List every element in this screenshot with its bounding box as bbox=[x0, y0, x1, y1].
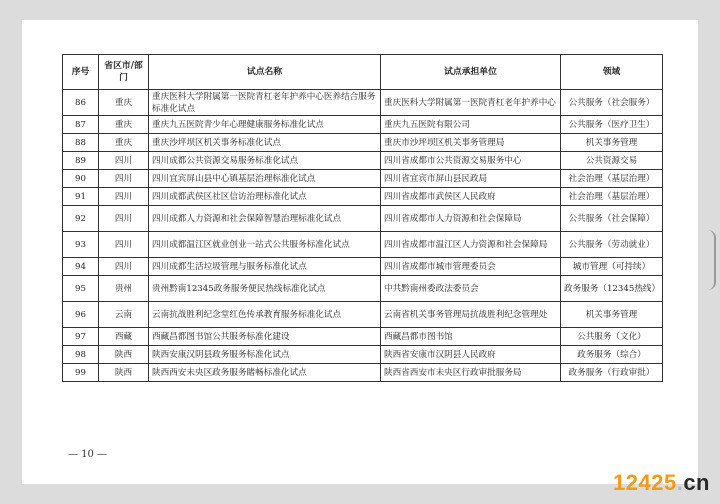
row-region: 重庆 bbox=[99, 116, 149, 134]
row-number: 89 bbox=[63, 152, 99, 170]
table-row bbox=[63, 328, 663, 346]
row-pilot-name: 四川成都人力资源和社会保障智慧治理标准化试点 bbox=[149, 206, 381, 232]
row-pilot-name: 四川成都生活垃圾管理与服务标准化试点 bbox=[149, 258, 381, 276]
table-row bbox=[63, 206, 663, 232]
row-unit: 四川省成都市公共资源交易服务中心 bbox=[381, 152, 561, 170]
row-field: 政务服务（12345热线） bbox=[561, 276, 663, 302]
row-number: 86 bbox=[63, 90, 99, 116]
row-field: 政务服务（行政审批） bbox=[561, 364, 663, 382]
row-region: 云南 bbox=[99, 302, 149, 328]
row-field: 公共服务（社会保障） bbox=[561, 206, 663, 232]
row-pilot-name: 四川成都温江区就业创业一站式公共服务标准化试点 bbox=[149, 232, 381, 258]
row-unit: 四川省宜宾市屏山县民政局 bbox=[381, 170, 561, 188]
row-pilot-name: 贵州黔南12345政务服务便民热线标准化试点 bbox=[149, 276, 381, 302]
row-region: 四川 bbox=[99, 232, 149, 258]
table-row bbox=[63, 170, 663, 188]
row-number: 87 bbox=[63, 116, 99, 134]
row-region: 四川 bbox=[99, 152, 149, 170]
pilot-list-table bbox=[62, 54, 663, 382]
row-field: 公共服务（医疗卫生） bbox=[561, 116, 663, 134]
row-field: 公共资源交易 bbox=[561, 152, 663, 170]
table-row bbox=[63, 116, 663, 134]
row-unit: 重庆九五医院有限公司 bbox=[381, 116, 561, 134]
row-number: 91 bbox=[63, 188, 99, 206]
row-region: 四川 bbox=[99, 170, 149, 188]
watermark-logo bbox=[613, 470, 710, 496]
row-number: 98 bbox=[63, 346, 99, 364]
row-field: 政务服务（综合） bbox=[561, 346, 663, 364]
row-unit: 四川省成都市武侯区人民政府 bbox=[381, 188, 561, 206]
table-row bbox=[63, 152, 663, 170]
header-pilot-name: 试点名称 bbox=[149, 55, 381, 90]
table-row bbox=[63, 276, 663, 302]
row-region: 陕西 bbox=[99, 346, 149, 364]
row-region: 西藏 bbox=[99, 328, 149, 346]
row-unit: 陕西省西安市未央区行政审批服务局 bbox=[381, 364, 561, 382]
table-row bbox=[63, 258, 663, 276]
row-field: 公共服务（劳动就业） bbox=[561, 232, 663, 258]
table-row bbox=[63, 134, 663, 152]
row-number: 95 bbox=[63, 276, 99, 302]
row-field: 社会治理（基层治理） bbox=[561, 188, 663, 206]
row-field: 社会治理（基层治理） bbox=[561, 170, 663, 188]
row-number: 88 bbox=[63, 134, 99, 152]
row-field: 城市管理（可持续） bbox=[561, 258, 663, 276]
row-pilot-name: 重庆九五医院青少年心理健康服务标准化试点 bbox=[149, 116, 381, 134]
row-number: 93 bbox=[63, 232, 99, 258]
row-field: 公共服务（社会服务） bbox=[561, 90, 663, 116]
row-region: 四川 bbox=[99, 206, 149, 232]
header-region: 省区市/部门 bbox=[99, 55, 149, 90]
row-pilot-name: 陕西安康汉阴县政务服务标准化试点 bbox=[149, 346, 381, 364]
row-pilot-name: 重庆医科大学附属第一医院青杠老年护养中心医养结合服务标准化试点 bbox=[149, 90, 381, 116]
row-pilot-name: 西藏昌都图书馆公共服务标准化建设 bbox=[149, 328, 381, 346]
header-number: 序号 bbox=[63, 55, 99, 90]
row-region: 重庆 bbox=[99, 90, 149, 116]
row-region: 四川 bbox=[99, 188, 149, 206]
row-unit: 四川省成都市人力资源和社会保障局 bbox=[381, 206, 561, 232]
row-unit: 云南省机关事务管理局抗战胜利纪念管理处 bbox=[381, 302, 561, 328]
row-number: 96 bbox=[63, 302, 99, 328]
table-row bbox=[63, 232, 663, 258]
row-unit: 陕西省安康市汉阴县人民政府 bbox=[381, 346, 561, 364]
row-number: 97 bbox=[63, 328, 99, 346]
row-region: 贵州 bbox=[99, 276, 149, 302]
row-pilot-name: 云南抗战胜利纪念堂红色传承教育服务标准化试点 bbox=[149, 302, 381, 328]
row-number: 92 bbox=[63, 206, 99, 232]
table-row bbox=[63, 90, 663, 116]
row-unit: 四川省成都市城市管理委员会 bbox=[381, 258, 561, 276]
row-pilot-name: 四川成都公共资源交易服务标准化试点 bbox=[149, 152, 381, 170]
row-field: 公共服务（文化） bbox=[561, 328, 663, 346]
table-row bbox=[63, 364, 663, 382]
table-row bbox=[63, 188, 663, 206]
row-unit: 中共黔南州委政法委员会 bbox=[381, 276, 561, 302]
watermark-main: 12425 bbox=[613, 470, 677, 495]
row-unit: 西藏昌都市图书馆 bbox=[381, 328, 561, 346]
row-number: 99 bbox=[63, 364, 99, 382]
header-unit: 试点承担单位 bbox=[381, 55, 561, 90]
row-field: 机关事务管理 bbox=[561, 302, 663, 328]
document-page bbox=[22, 20, 698, 484]
header-field: 领域 bbox=[561, 55, 663, 90]
row-pilot-name: 陕西西安未央区政务服务睹畅标准化试点 bbox=[149, 364, 381, 382]
table-row bbox=[63, 302, 663, 328]
table-row bbox=[63, 346, 663, 364]
table-body bbox=[63, 90, 663, 382]
row-pilot-name: 四川宜宾屏山县中心镇基层治理标准化试点 bbox=[149, 170, 381, 188]
row-field: 机关事务管理 bbox=[561, 134, 663, 152]
row-unit: 重庆市沙坪坝区机关事务管理局 bbox=[381, 134, 561, 152]
row-unit: 四川省成都市温江区人力资源和社会保障局 bbox=[381, 232, 561, 258]
row-number: 90 bbox=[63, 170, 99, 188]
row-region: 重庆 bbox=[99, 134, 149, 152]
binding-edge bbox=[708, 230, 716, 290]
watermark-tld: cn bbox=[683, 470, 710, 495]
row-region: 四川 bbox=[99, 258, 149, 276]
watermark-dot: . bbox=[676, 470, 684, 495]
page-number: — 10 — bbox=[68, 449, 108, 460]
row-number: 94 bbox=[63, 258, 99, 276]
row-pilot-name: 重庆沙坪坝区机关事务标准化试点 bbox=[149, 134, 381, 152]
table-header-row bbox=[63, 55, 663, 90]
row-region: 陕西 bbox=[99, 364, 149, 382]
row-pilot-name: 四川成都武侯区社区信访治理标准化试点 bbox=[149, 188, 381, 206]
row-unit: 重庆医科大学附属第一医院青杠老年护养中心 bbox=[381, 90, 561, 116]
